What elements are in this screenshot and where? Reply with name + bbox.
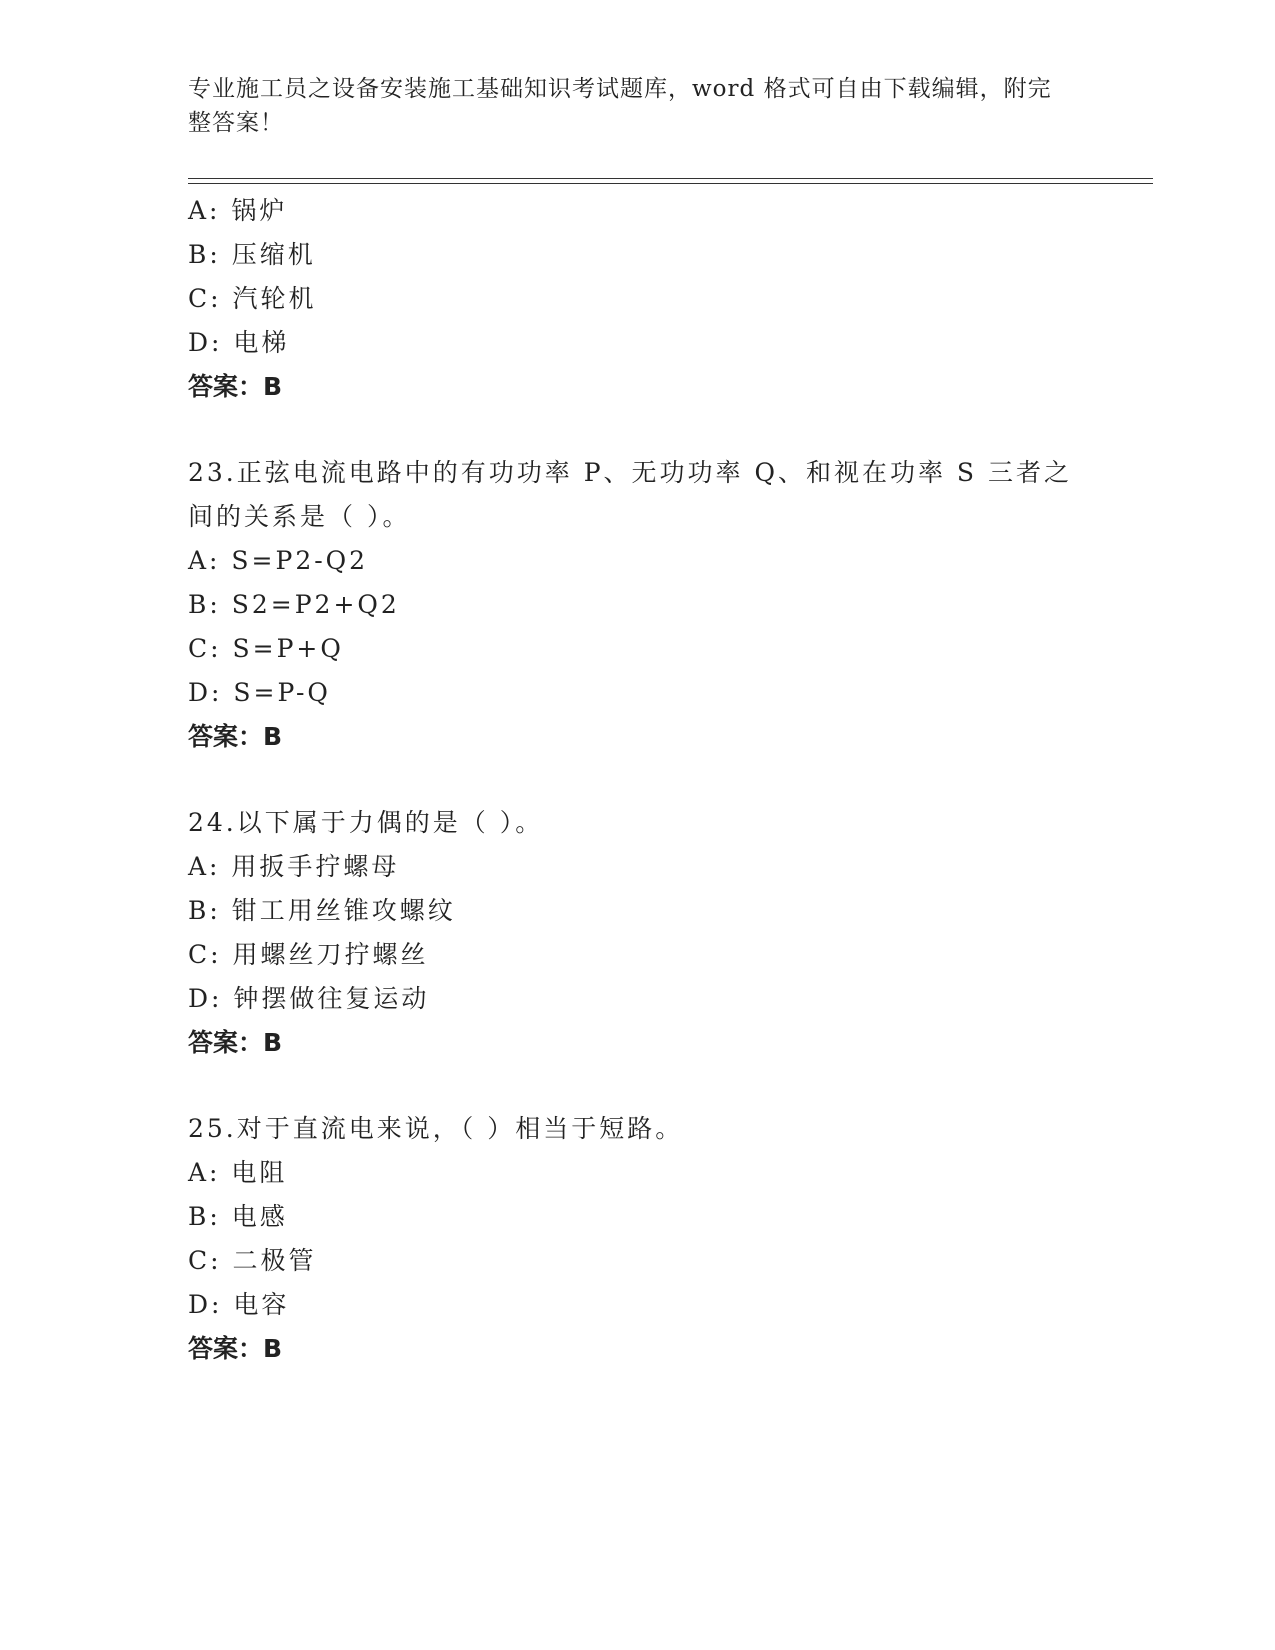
header-line-1: 专业施工员之设备安装施工基础知识考试题库，word 格式可自由下载编辑，附完 (188, 76, 1052, 102)
q24-option-c: C: 用螺丝刀拧螺丝 (188, 940, 429, 969)
header-divider-top (188, 178, 1153, 179)
q23-stem-line-2: 间的关系是（ ）。 (188, 502, 411, 531)
q22-option-c: C: 汽轮机 (188, 284, 317, 313)
q22-option-d: D: 电梯 (188, 328, 290, 357)
q23-option-b: B: S2=P2+Q2 (188, 590, 400, 619)
header-divider-bottom (188, 183, 1153, 184)
q24-option-d: D: 钟摆做往复运动 (188, 984, 430, 1013)
q24-option-b: B: 钳工用丝锥攻螺纹 (188, 896, 456, 925)
q22-answer: 答案：B (188, 372, 283, 401)
q24-stem: 24.以下属于力偶的是（ ）。 (188, 808, 544, 837)
q22-option-b: B: 压缩机 (188, 240, 316, 269)
q24-option-a: A: 用扳手拧螺母 (188, 852, 400, 881)
q25-option-d: D: 电容 (188, 1290, 290, 1319)
q23-stem-line-1: 23.正弦电流电路中的有功功率 P、无功功率 Q、和视在功率 S 三者之 (188, 458, 1072, 487)
q23-option-a: A: S=P2-Q2 (188, 546, 369, 575)
q25-answer: 答案：B (188, 1334, 283, 1363)
q23-option-c: C: S=P+Q (188, 634, 344, 663)
q23-answer: 答案：B (188, 722, 283, 751)
document-header (188, 72, 1068, 140)
q25-stem: 25.对于直流电来说，（ ）相当于短路。 (188, 1114, 684, 1143)
q25-option-a: A: 电阻 (188, 1158, 288, 1187)
header-line-2: 整答案！ (188, 110, 284, 136)
q24-answer: 答案：B (188, 1028, 283, 1057)
q25-option-b: B: 电感 (188, 1202, 288, 1231)
q23-option-d: D: S=P-Q (188, 678, 331, 707)
q25-option-c: C: 二极管 (188, 1246, 317, 1275)
q22-option-a: A: 锅炉 (188, 196, 288, 225)
